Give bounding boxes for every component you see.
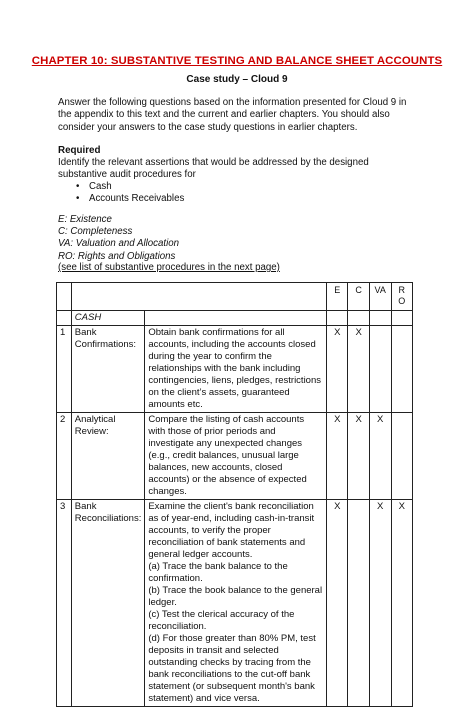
assertion-legend [58,214,179,263]
header-va: VA [369,283,391,311]
bullet-item: • Cash [76,181,184,193]
bullet-list [76,181,184,206]
required-heading: Required [58,145,101,156]
table-row [57,413,413,500]
section-cell [145,311,327,326]
legend-item: E: Existence [58,214,112,225]
section-cell [369,311,391,326]
chapter-title: CHAPTER 10: SUBSTANTIVE TESTING AND BALANCE SHEET ACCOUNTS [31,55,443,67]
row-number: 3 [57,500,72,707]
legend-item: VA: Valuation and Allocation [58,238,179,250]
mark-c: X [348,326,369,413]
mark-va: X [369,500,391,707]
section-cell [57,311,72,326]
table-header-row [57,283,413,311]
section-row [57,311,413,326]
mark-ro [391,413,412,500]
section-cell [327,311,348,326]
procedure-name: Analytical Review: [71,413,145,500]
mark-va: X [369,413,391,500]
section-cell [391,311,412,326]
header-cell [57,283,72,311]
mark-c [348,500,369,707]
see-list-note: (see list of substantive procedures in the next page) [58,262,280,273]
procedures-table [56,282,413,707]
header-ro: R O [391,283,412,311]
case-study-subtitle: Case study – Cloud 9 [186,74,288,85]
mark-e: X [327,413,348,500]
header-cell [145,283,327,311]
section-cell [348,311,369,326]
procedure-name: Bank Confirmations: [71,326,145,413]
mark-c: X [348,413,369,500]
table-row [57,500,413,707]
row-number: 1 [57,326,72,413]
procedure-description: Obtain bank confirmations for all accounts, including the accounts closed during the year to confirm the relationships with the bank including contingencies, liens, pledges, restrictions on the client’s assets, guaranteed amounts etc. [145,326,327,413]
mark-ro [391,326,412,413]
mark-ro: X [391,500,412,707]
header-cell [71,283,145,311]
mark-e: X [327,326,348,413]
procedure-description: Compare the listing of cash accounts with those of prior periods and investigate any unexpected changes (e.g., credit balances, unusual large balances, new accounts, closed accounts) or the absence of expected changes. [145,413,327,500]
mark-e: X [327,500,348,707]
header-c: C [348,283,369,311]
section-label: CASH [71,311,145,326]
procedure-description: Examine the client's bank reconciliation as of year-end, including cash-in-transit accounts, to verify the proper reconciliation of bank statements and general ledger accounts. (a) Trace the bank balance to the confirmation. (b) Trace the book balance to the general ledger. (c) Test the clerical accuracy of the reconciliation. (d) For those greater than 80% PM, test deposits in transit and selected outstanding checks by tracing from the bank reconciliations to the cut-off bank statement (or subsequent month's bank statement) and vice versa. [145,500,327,707]
row-number: 2 [57,413,72,500]
intro-paragraph: Answer the following questions based on the information presented for Cloud 9 in the appendix to this text and the current and earlier chapters. You should also consider your answers to the case study questions in earlier chapters. [58,97,407,133]
legend-item: C: Completeness [58,226,133,238]
procedure-name: Bank Reconciliations: [71,500,145,707]
required-text: Identify the relevant assertions that would be addressed by the designed substantive audit procedures for [58,157,369,181]
table-row [57,326,413,413]
bullet-item: • Accounts Receivables [76,193,184,205]
mark-va [369,326,391,413]
legend-item: RO: Rights and Obligations [58,250,176,262]
header-e: E [327,283,348,311]
